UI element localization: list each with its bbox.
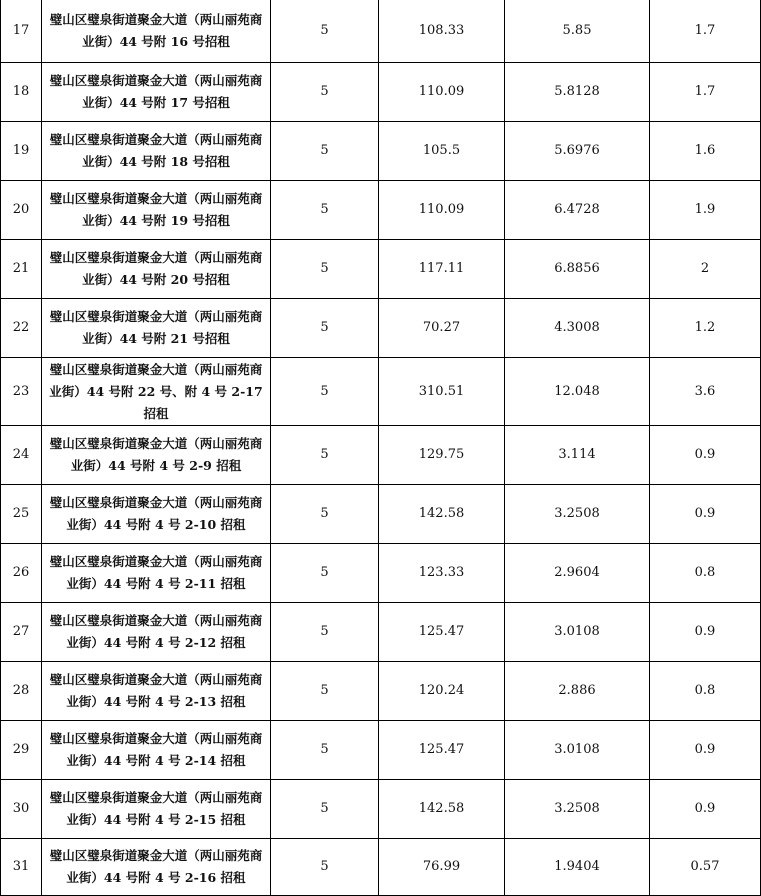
- row-number: 21: [1, 240, 42, 299]
- area: 108.33: [379, 0, 505, 63]
- row-number: 29: [1, 721, 42, 780]
- rent-value: 6.8856: [505, 240, 650, 299]
- property-address: 璧山区璧泉街道聚金大道（两山丽苑商业街）44 号附 16 号招租: [42, 0, 271, 63]
- table-row: [1, 358, 761, 426]
- rent-value: 1.9404: [505, 839, 650, 896]
- deposit-value: 0.9: [650, 780, 761, 839]
- rent-value: 2.9604: [505, 544, 650, 603]
- property-address: 璧山区璧泉街道聚金大道（两山丽苑商业街）44 号附 4 号 2-10 招租: [42, 485, 271, 544]
- table-row: [1, 544, 761, 603]
- area: 120.24: [379, 662, 505, 721]
- rent-value: 4.3008: [505, 299, 650, 358]
- lease-term: 5: [271, 839, 379, 896]
- lease-term: 5: [271, 122, 379, 181]
- rent-value: 6.4728: [505, 181, 650, 240]
- deposit-value: 0.9: [650, 721, 761, 780]
- row-number: 30: [1, 780, 42, 839]
- rent-value: 12.048: [505, 358, 650, 426]
- table-row: [1, 122, 761, 181]
- deposit-value: 0.9: [650, 426, 761, 485]
- property-address: 璧山区璧泉街道聚金大道（两山丽苑商业街）44 号附 4 号 2-14 招租: [42, 721, 271, 780]
- table-row: [1, 240, 761, 299]
- row-number: 20: [1, 181, 42, 240]
- lease-term: 5: [271, 485, 379, 544]
- table-row: [1, 603, 761, 662]
- lease-term: 5: [271, 544, 379, 603]
- row-number: 28: [1, 662, 42, 721]
- rent-value: 5.8128: [505, 63, 650, 122]
- table-row: [1, 780, 761, 839]
- lease-term: 5: [271, 63, 379, 122]
- property-address: 璧山区璧泉街道聚金大道（两山丽苑商业街）44 号附 19 号招租: [42, 181, 271, 240]
- property-address: 璧山区璧泉街道聚金大道（两山丽苑商业街）44 号附 17 号招租: [42, 63, 271, 122]
- area: 129.75: [379, 426, 505, 485]
- deposit-value: 0.8: [650, 662, 761, 721]
- property-address: 璧山区璧泉街道聚金大道（两山丽苑商业街）44 号附 4 号 2-12 招租: [42, 603, 271, 662]
- property-address: 璧山区璧泉街道聚金大道（两山丽苑商业街）44 号附 4 号 2-11 招租: [42, 544, 271, 603]
- table-row: [1, 839, 761, 896]
- area: 125.47: [379, 603, 505, 662]
- deposit-value: 1.2: [650, 299, 761, 358]
- deposit-value: 0.8: [650, 544, 761, 603]
- deposit-value: 0.9: [650, 603, 761, 662]
- rent-value: 3.0108: [505, 721, 650, 780]
- area: 142.58: [379, 780, 505, 839]
- table-row: [1, 485, 761, 544]
- deposit-value: 0.57: [650, 839, 761, 896]
- lease-term: 5: [271, 426, 379, 485]
- row-number: 17: [1, 0, 42, 63]
- property-address: 璧山区璧泉街道聚金大道（两山丽苑商业街）44 号附 4 号 2-15 招租: [42, 780, 271, 839]
- table-row: [1, 662, 761, 721]
- area: 123.33: [379, 544, 505, 603]
- rent-value: 2.886: [505, 662, 650, 721]
- property-address: 璧山区璧泉街道聚金大道（两山丽苑商业街）44 号附 4 号 2-13 招租: [42, 662, 271, 721]
- table-row: [1, 63, 761, 122]
- property-address: 璧山区璧泉街道聚金大道（两山丽苑商业街）44 号附 4 号 2-16 招租: [42, 839, 271, 896]
- property-address: 璧山区璧泉街道聚金大道（两山丽苑商业街）44 号附 4 号 2-9 招租: [42, 426, 271, 485]
- area: 117.11: [379, 240, 505, 299]
- area: 76.99: [379, 839, 505, 896]
- area: 110.09: [379, 181, 505, 240]
- deposit-value: 0.9: [650, 485, 761, 544]
- area: 105.5: [379, 122, 505, 181]
- rent-value: 3.2508: [505, 780, 650, 839]
- row-number: 19: [1, 122, 42, 181]
- lease-term: 5: [271, 662, 379, 721]
- lease-term: 5: [271, 0, 379, 63]
- deposit-value: 1.6: [650, 122, 761, 181]
- area: 142.58: [379, 485, 505, 544]
- lease-term: 5: [271, 299, 379, 358]
- row-number: 31: [1, 839, 42, 896]
- rent-value: 3.114: [505, 426, 650, 485]
- area: 110.09: [379, 63, 505, 122]
- area: 70.27: [379, 299, 505, 358]
- row-number: 25: [1, 485, 42, 544]
- deposit-value: 1.9: [650, 181, 761, 240]
- lease-term: 5: [271, 780, 379, 839]
- rent-value: 3.0108: [505, 603, 650, 662]
- property-address: 璧山区璧泉街道聚金大道（两山丽苑商业街）44 号附 22 号、附 4 号 2-17 招租: [42, 358, 271, 426]
- deposit-value: 1.7: [650, 63, 761, 122]
- lease-term: 5: [271, 240, 379, 299]
- row-number: 23: [1, 358, 42, 426]
- deposit-value: 1.7: [650, 0, 761, 63]
- table-row: [1, 426, 761, 485]
- lease-term: 5: [271, 721, 379, 780]
- lease-term: 5: [271, 603, 379, 662]
- area: 125.47: [379, 721, 505, 780]
- property-address: 璧山区璧泉街道聚金大道（两山丽苑商业街）44 号附 20 号招租: [42, 240, 271, 299]
- rent-value: 5.85: [505, 0, 650, 63]
- table-row: [1, 181, 761, 240]
- property-address: 璧山区璧泉街道聚金大道（两山丽苑商业街）44 号附 18 号招租: [42, 122, 271, 181]
- row-number: 22: [1, 299, 42, 358]
- lease-term: 5: [271, 181, 379, 240]
- row-number: 18: [1, 63, 42, 122]
- deposit-value: 2: [650, 240, 761, 299]
- rent-value: 3.2508: [505, 485, 650, 544]
- row-number: 26: [1, 544, 42, 603]
- row-number: 24: [1, 426, 42, 485]
- table-row: [1, 299, 761, 358]
- deposit-value: 3.6: [650, 358, 761, 426]
- table-row: [1, 721, 761, 780]
- rent-value: 5.6976: [505, 122, 650, 181]
- area: 310.51: [379, 358, 505, 426]
- row-number: 27: [1, 603, 42, 662]
- lease-term: 5: [271, 358, 379, 426]
- table-row: [1, 0, 761, 63]
- property-address: 璧山区璧泉街道聚金大道（两山丽苑商业街）44 号附 21 号招租: [42, 299, 271, 358]
